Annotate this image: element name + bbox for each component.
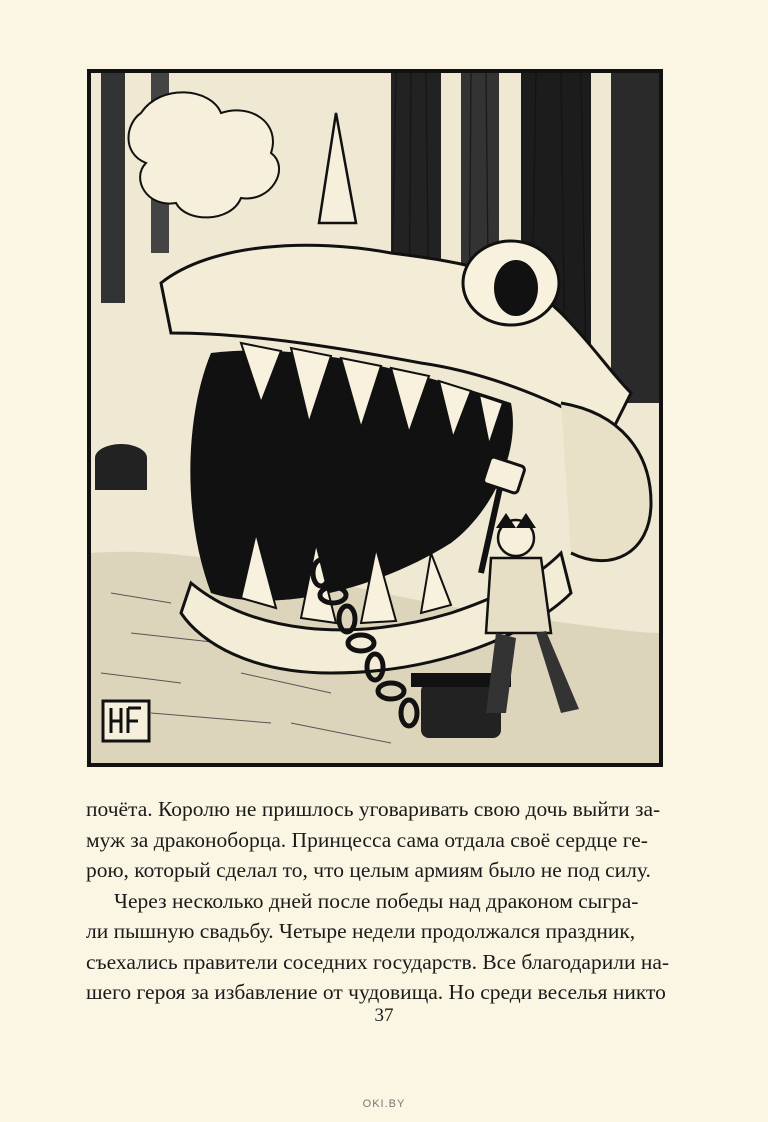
text-line: ли пышную свадьбу. Четыре недели продолжался праздник, — [86, 919, 636, 943]
paragraph — [86, 886, 686, 1008]
text-line: Через несколько дней после победы над драконом сыгра- — [114, 888, 639, 913]
watermark: OKI.BY — [362, 1098, 406, 1110]
paragraph — [86, 794, 686, 886]
text-line: почёта. Королю не пришлось уговаривать свою дочь выйти за- — [86, 797, 661, 821]
text-line: муж за драконоборца. Принцесса сама отдала своё сердце ге- — [86, 827, 648, 852]
text-line: шего героя за избавление от чудовища. Но среди веселья никто — [86, 980, 666, 1004]
text-line: рою, который сделал то, что целым армиям было не под силу. — [86, 858, 651, 882]
page-number: 37 — [374, 1005, 394, 1026]
text-line: съехались правители соседних государств. Все благодарили на- — [86, 949, 670, 974]
body-text — [86, 794, 686, 1008]
dragon-illustration — [87, 69, 663, 767]
